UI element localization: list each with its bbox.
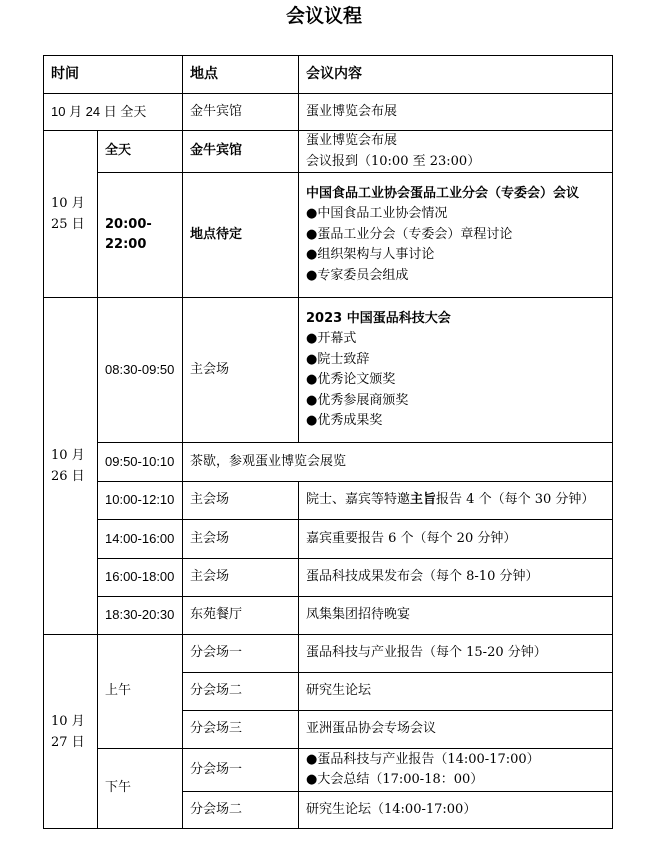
table-row <box>44 597 613 635</box>
cell-content: 茶歇，参观蛋业博览会展览 <box>183 443 613 482</box>
content-line: 蛋业博览会布展 <box>306 133 398 148</box>
content-line: 会议报到（10:00 至 23:00） <box>306 153 481 169</box>
cell-content <box>299 482 613 520</box>
table-row <box>44 173 613 298</box>
content-line: ●蛋品科技与产业报告（14:00-17:00） <box>306 751 540 767</box>
date-day: 25 日 <box>51 217 85 232</box>
cell-time: 全天 <box>98 131 183 173</box>
cell-time: 18:30-20:30 <box>98 597 183 635</box>
cell-place: 主会场 <box>183 298 299 443</box>
content-line: ●优秀论文颁奖 <box>306 372 396 387</box>
cell-content: 蛋品科技成果发布会（每个 8-10 分钟） <box>299 559 613 597</box>
cell-time: 09:50-10:10 <box>98 443 183 482</box>
content-line: ●组织架构与人事讨论 <box>306 247 435 263</box>
table-row <box>44 94 613 131</box>
table-row <box>44 298 613 443</box>
content-title: 2023 中国蛋品科技大会 <box>306 310 451 326</box>
header-time: 时间 <box>44 56 183 94</box>
content-text: 院士、嘉宾等特邀 <box>306 492 411 508</box>
cell-content: 研究生论坛（14:00-17:00） <box>299 792 613 829</box>
cell-place: 分会场一 <box>183 635 299 673</box>
date-month: 10 月 <box>51 196 85 211</box>
date-cell-26 <box>44 298 98 635</box>
cell-time: 08:30-09:50 <box>98 298 183 443</box>
cell-place: 分会场一 <box>183 749 299 792</box>
cell-time: 14:00-16:00 <box>98 520 183 559</box>
date-cell-25 <box>44 131 98 298</box>
cell-time: 10:00-12:10 <box>98 482 183 520</box>
content-line: ●大会总结（17:00-18：00） <box>306 772 484 787</box>
cell-content <box>299 173 613 298</box>
header-place: 地点 <box>183 56 299 94</box>
cell-place: 金牛宾馆 <box>183 131 299 173</box>
content-title: 中国食品工业协会蛋品工业分会（专委会）会议 <box>306 185 580 201</box>
table-row <box>44 749 613 792</box>
cell-place: 主会场 <box>183 520 299 559</box>
cell-place: 主会场 <box>183 559 299 597</box>
cell-place: 分会场二 <box>183 792 299 829</box>
content-line: ●优秀成果奖 <box>306 413 383 428</box>
cell-content: 亚洲蛋品协会专场会议 <box>299 711 613 749</box>
table-row <box>44 482 613 520</box>
cell-content: 蛋品科技与产业报告（每个 15-20 分钟） <box>299 635 613 673</box>
cell-content: 凤集集团招待晚宴 <box>299 597 613 635</box>
content-line: ●专家委员会组成 <box>306 267 409 283</box>
content-emphasis: 主旨 <box>410 492 437 508</box>
cell-content: 研究生论坛 <box>299 673 613 711</box>
date-day: 27 日 <box>51 734 85 750</box>
date-month: 10 月 <box>51 713 85 729</box>
cell-place: 金牛宾馆 <box>183 94 299 131</box>
cell-place: 分会场二 <box>183 673 299 711</box>
table-row <box>44 131 613 173</box>
cell-content: 嘉宾重要报告 6 个（每个 20 分钟） <box>299 520 613 559</box>
content-line: ●中国食品工业协会情况 <box>306 206 448 222</box>
table-row <box>44 520 613 559</box>
cell-time: 10 月 24 日 全天 <box>44 94 183 131</box>
date-month: 10 月 <box>51 448 85 463</box>
page-title: 会议议程 <box>285 5 362 27</box>
table-row <box>44 559 613 597</box>
cell-place: 主会场 <box>183 482 299 520</box>
content-text: 报告 4 个（每个 30 分钟） <box>436 492 595 508</box>
content-line: ●院士致辞 <box>306 351 370 367</box>
cell-content <box>299 298 613 443</box>
header-content: 会议内容 <box>299 56 613 94</box>
session-pm: 下午 <box>98 749 183 829</box>
table-row <box>44 635 613 673</box>
table-row <box>44 443 613 482</box>
session-am: 上午 <box>98 635 183 749</box>
content-line: ●蛋品工业分会（专委会）章程讨论 <box>306 226 513 242</box>
cell-content <box>299 749 613 792</box>
cell-time: 16:00-18:00 <box>98 559 183 597</box>
header-row <box>44 56 613 94</box>
content-line: ●开幕式 <box>306 331 357 346</box>
cell-content: 蛋业博览会布展 <box>299 94 613 131</box>
date-cell-27 <box>44 635 98 829</box>
content-line: ●优秀参展商颁奖 <box>306 392 409 408</box>
cell-place: 东苑餐厅 <box>183 597 299 635</box>
date-day: 26 日 <box>51 469 85 484</box>
agenda-table <box>43 55 613 829</box>
cell-place: 地点待定 <box>183 173 299 298</box>
cell-time: 20:00-22:00 <box>98 173 183 298</box>
cell-place: 分会场三 <box>183 711 299 749</box>
cell-content <box>299 131 613 173</box>
